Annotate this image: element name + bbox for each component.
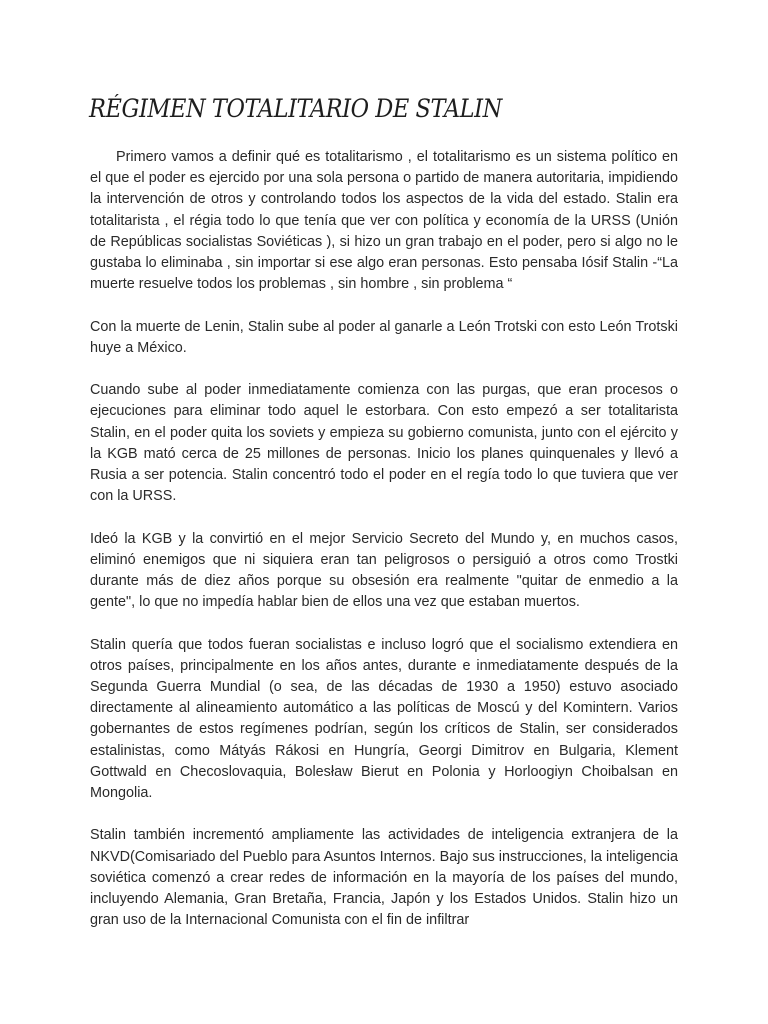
paragraph-totalitarismo-definition: Primero vamos a definir qué es totalitarismo , el totalitarismo es un sistema político en el que el poder es ejercido por una sola persona o partido de manera autoritaria, impidiendo la intervención de otros y controlando todos los aspectos de la vida del estado. Stalin era totalitarista , el régia todo lo que tenía que ver con política y economía de la URSS (Unión de Repúblicas socialistas Soviéticas ), si hizo un gran trabajo en el poder, pero si algo no le gustaba lo eliminaba , sin importar si ese algo eran personas. Esto pensaba Iósif Stalin -“La muerte resuelve todos los problemas , sin hombre , sin problema “ (90, 149, 678, 293)
document-title: RÉGIMEN TOTALITARIO DE STALIN (89, 94, 502, 123)
paragraph-purgas: Cuando sube al poder inmediatamente comienza con las purgas, que eran procesos o ejecuciones para eliminar todo aquel le estorbara. Con esto empezó a ser totalitarista Stalin, en el poder quita los soviets y empieza su gobierno comunista, junto con el ejército y la KGB mató cerca de 25 millones de personas. Inicio los planes quinquenales y llevó a Rusia a ser potencia. Stalin concentró todo el poder en el regía todo lo que tuviera que ver con la URSS. (90, 382, 678, 505)
paragraph-nkvd-intelligence: Stalin también incrementó ampliamente las actividades de inteligencia extranjera de la NKVD(Comisariado del Pueblo para Asuntos Internos. Bajo sus instrucciones, la inteligencia soviética comenzó a crear redes de información en la mayoría de los países del mundo, incluyendo Alemania, Gran Bretaña, Francia, Japón y los Estados Unidos. Stalin hizo un gran uso de la Internacional Comunista con el fin de infiltrar (90, 827, 678, 929)
paragraph-lenin-death: Con la muerte de Lenin, Stalin sube al poder al ganarle a León Trotski con esto León Trotski huye a México. (90, 318, 678, 356)
paragraph-socialism-spread: Stalin quería que todos fueran socialistas e incluso logró que el socialismo extendiera en otros países, principalmente en los años antes, durante e inmediatamente después de la Segunda Guerra Mundial (o sea, de las décadas de 1930 a 1950) estuvo asociado directamente al alineamiento automático a las políticas de Moscú y del Komintern. Varios gobernantes de estos regímenes podrían, según los críticos de Stalin, ser considerados estalinistas, como Mátyás Rákosi en Hungría, Georgi Dimitrov en Bulgaria, Klement Gottwald en Checoslovaquia, Bolesław Bierut en Polonia y Horloogiyn Choibalsan en Mongolia. (90, 636, 678, 802)
document-body (90, 147, 678, 953)
paragraph-kgb: Ideó la KGB y la convirtió en el mejor Servicio Secreto del Mundo y, en muchos casos, eliminó enemigos que ni siquiera eran tan peligrosos o persiguió a otros como Trostki durante más de diez años porque su obsesión era realmente "quitar de enmedio a la gente", lo que no impedía hablar bien de ellos una vez que estaban muertos. (90, 530, 678, 611)
